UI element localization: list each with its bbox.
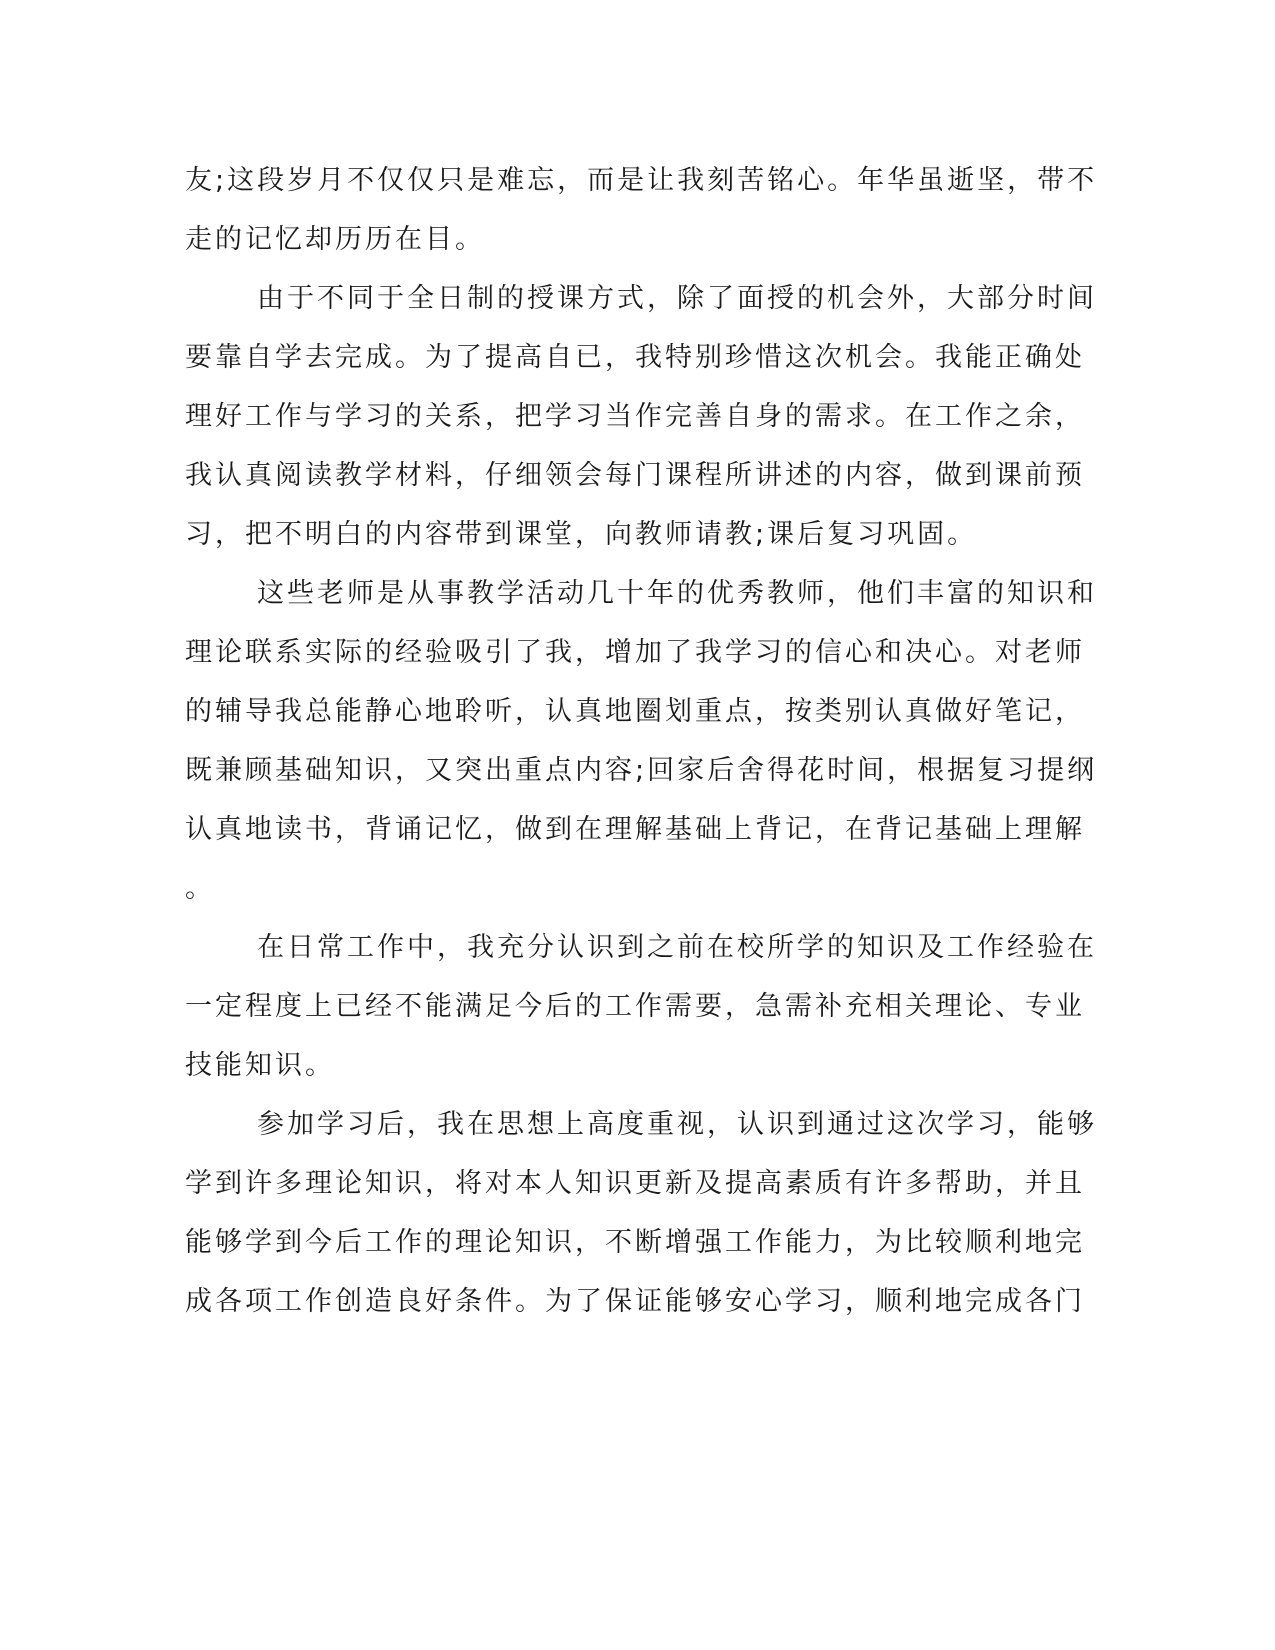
text-line: 。 [185, 873, 215, 904]
text-line: 既兼顾基础知识，又突出重点内容;回家后舍得花时间，根据复习提纲 [185, 755, 1098, 786]
paragraph-first-line: 在日常工作中，我充分认识到之前在校所学的知识及工作经验在 [257, 932, 1097, 963]
text-line: 习，把不明白的内容带到课堂，向教师请教;课后复习巩固。 [185, 519, 978, 550]
text-line: 一定程度上已经不能满足今后的工作需要，急需补充相关理论、专业 [185, 991, 1085, 1022]
text-line: 能够学到今后工作的理论知识，不断增强工作能力，为比较顺利地完 [185, 1227, 1085, 1258]
text-line: 走的记忆却历历在目。 [185, 224, 485, 255]
text-line: 认真地读书，背诵记忆，做到在理解基础上背记，在背记基础上理解 [185, 814, 1085, 845]
text-line: 要靠自学去完成。为了提高自已，我特别珍惜这次机会。我能正确处 [185, 342, 1085, 373]
text-line: 理论联系实际的经验吸引了我，增加了我学习的信心和决心。对老师 [185, 637, 1085, 668]
text-line: 友;这段岁月不仅仅只是难忘，而是让我刻苦铭心。年华虽逝坚，带不 [185, 165, 1098, 196]
text-line: 的辅导我总能静心地聆听，认真地圈划重点，按类别认真做好笔记， [185, 696, 1085, 727]
text-line: 学到许多理论知识，将对本人知识更新及提高素质有许多帮助，并且 [185, 1168, 1085, 1199]
text-line: 成各项工作创造良好条件。为了保证能够安心学习，顺利地完成各门 [185, 1286, 1085, 1317]
text-line: 理好工作与学习的关系，把学习当作完善自身的需求。在工作之余， [185, 401, 1085, 432]
paragraph-first-line: 参加学习后，我在思想上高度重视，认识到通过这次学习，能够 [257, 1109, 1097, 1140]
text-line: 我认真阅读教学材料，仔细领会每门课程所讲述的内容，做到课前预 [185, 460, 1085, 491]
text-line: 技能知识。 [185, 1050, 335, 1081]
paragraph-first-line: 这些老师是从事教学活动几十年的优秀教师，他们丰富的知识和 [257, 578, 1097, 609]
paragraph-first-line: 由于不同于全日制的授课方式，除了面授的机会外，大部分时间 [257, 283, 1097, 314]
